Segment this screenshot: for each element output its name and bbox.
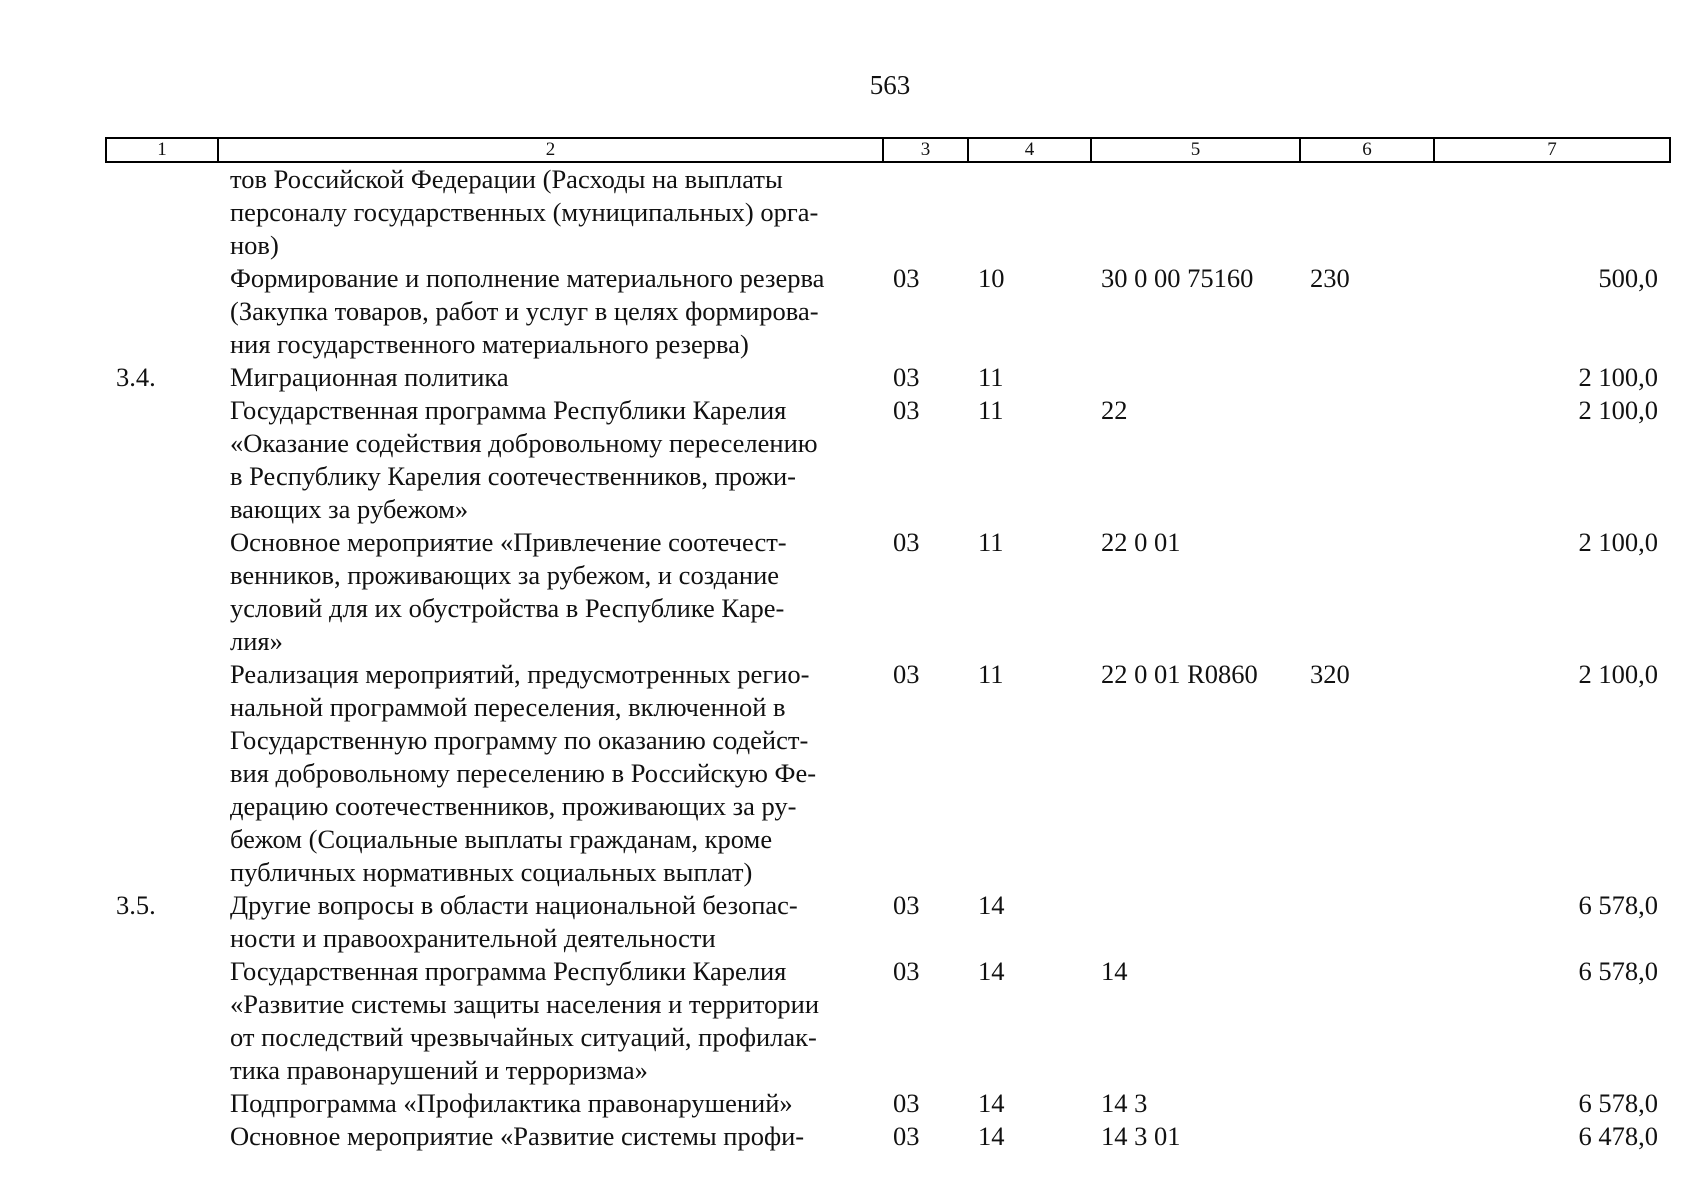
target-article: 14 3 01 [1101, 1121, 1181, 1151]
section-code: 03 [893, 659, 920, 689]
target-article: 14 [1101, 956, 1128, 986]
target-article: 30 0 00 75160 [1101, 263, 1254, 293]
expense-type [1300, 526, 1434, 658]
subsection-code: 14 [978, 1088, 1005, 1118]
table-row [106, 889, 1670, 955]
header-row [106, 138, 1670, 162]
target-article [1091, 361, 1300, 394]
table-row [106, 1120, 1670, 1153]
amount: 500,0 [1598, 263, 1658, 293]
row-number: 3.4. [116, 362, 156, 392]
target-article: 22 0 01 [1101, 527, 1181, 557]
subsection-code: 11 [978, 527, 1004, 557]
row-number [106, 1087, 218, 1120]
subsection-code: 10 [978, 263, 1005, 293]
row-description: Подпрограмма «Профилактика правонарушений» [230, 1088, 793, 1118]
row-description: Миграционная политика [230, 362, 509, 392]
table-row [106, 658, 1670, 889]
amount: 6 578,0 [1578, 1088, 1658, 1118]
row-number [106, 394, 218, 526]
amount: 6 478,0 [1578, 1121, 1658, 1151]
amount: 6 578,0 [1578, 890, 1658, 920]
budget-table-container [105, 137, 1669, 1153]
row-description: Государственная программа Республики Карелия «Оказание содействия добровольному переселению в Республику Карелия соотечественников, прожи- вающих за рубежом» [230, 395, 818, 524]
target-article [1091, 889, 1300, 955]
expense-type [1300, 361, 1434, 394]
row-description: Реализация мероприятий, предусмотренных регио- нальной программой переселения, включенной в Государственную программу по оказанию содейст- вия добровольному переселению в Российскую Фе- дерацию соотечественников, проживающих за ру- бежом (Социальные выплаты гражданам, кроме публичных нормативных социальных выплат) [230, 659, 817, 887]
table-row [106, 361, 1670, 394]
amount: 2 100,0 [1578, 659, 1658, 689]
target-article [1091, 162, 1300, 262]
row-number: 3.5. [116, 890, 156, 920]
row-description: Основное мероприятие «Развитие системы профи- [230, 1121, 805, 1151]
row-description: тов Российской Федерации (Расходы на выплаты персоналу государственных (муниципальных) орга- нов) [230, 164, 819, 260]
target-article: 22 [1101, 395, 1128, 425]
section-code: 03 [893, 1088, 920, 1118]
row-number [106, 162, 218, 262]
budget-table [105, 137, 1671, 1153]
expense-type [1300, 162, 1434, 262]
header-col-3: 3 [883, 138, 968, 162]
section-code [883, 162, 968, 262]
subsection-code: 11 [978, 362, 1004, 392]
amount: 2 100,0 [1578, 395, 1658, 425]
table-row [106, 162, 1670, 262]
table-row [106, 394, 1670, 526]
row-number [106, 1120, 218, 1153]
row-number [106, 955, 218, 1087]
amount: 2 100,0 [1578, 362, 1658, 392]
subsection-code [968, 162, 1091, 262]
table-row [106, 526, 1670, 658]
section-code: 03 [893, 956, 920, 986]
subsection-code: 14 [978, 956, 1005, 986]
target-article: 14 3 [1101, 1088, 1148, 1118]
row-description: Другие вопросы в области национальной безопас- ности и правоохранительной деятельности [230, 890, 798, 953]
section-code: 03 [893, 1121, 920, 1151]
row-number [106, 526, 218, 658]
expense-type [1300, 889, 1434, 955]
row-number [106, 658, 218, 889]
row-description: Формирование и пополнение материального резерва (Закупка товаров, работ и услуг в целях формирова- ния государственного материального резерва) [230, 263, 825, 359]
table-row [106, 955, 1670, 1087]
header-col-6: 6 [1300, 138, 1434, 162]
header-col-7: 7 [1434, 138, 1670, 162]
section-code: 03 [893, 263, 920, 293]
expense-type [1300, 1087, 1434, 1120]
table-body [106, 162, 1670, 1153]
header-col-1: 1 [106, 138, 218, 162]
section-code: 03 [893, 527, 920, 557]
row-description: Основное мероприятие «Привлечение соотечест- венников, проживающих за рубежом, и создание условий для их обустройства в Республике Каре- лия» [230, 527, 787, 656]
header-col-2: 2 [218, 138, 883, 162]
page-number: 563 [869, 70, 911, 100]
expense-type [1300, 955, 1434, 1087]
row-number [106, 262, 218, 361]
subsection-code: 14 [978, 1121, 1005, 1151]
table-row [106, 262, 1670, 361]
section-code: 03 [893, 362, 920, 392]
amount: 2 100,0 [1578, 527, 1658, 557]
section-code: 03 [893, 395, 920, 425]
expense-type: 230 [1310, 263, 1350, 293]
header-col-4: 4 [968, 138, 1091, 162]
section-code: 03 [893, 890, 920, 920]
expense-type [1300, 1120, 1434, 1153]
amount [1434, 162, 1670, 262]
row-description: Государственная программа Республики Карелия «Развитие системы защиты населения и территории от последствий чрезвычайных ситуаций, профилак- тика правонарушений и терроризма» [230, 956, 820, 1085]
expense-type [1300, 394, 1434, 526]
subsection-code: 11 [978, 659, 1004, 689]
expense-type: 320 [1310, 659, 1350, 689]
target-article: 22 0 01 R0860 [1101, 659, 1258, 689]
subsection-code: 11 [978, 395, 1004, 425]
amount: 6 578,0 [1578, 956, 1658, 986]
header-col-5: 5 [1091, 138, 1300, 162]
table-header [106, 138, 1670, 162]
subsection-code: 14 [978, 890, 1005, 920]
table-row [106, 1087, 1670, 1120]
